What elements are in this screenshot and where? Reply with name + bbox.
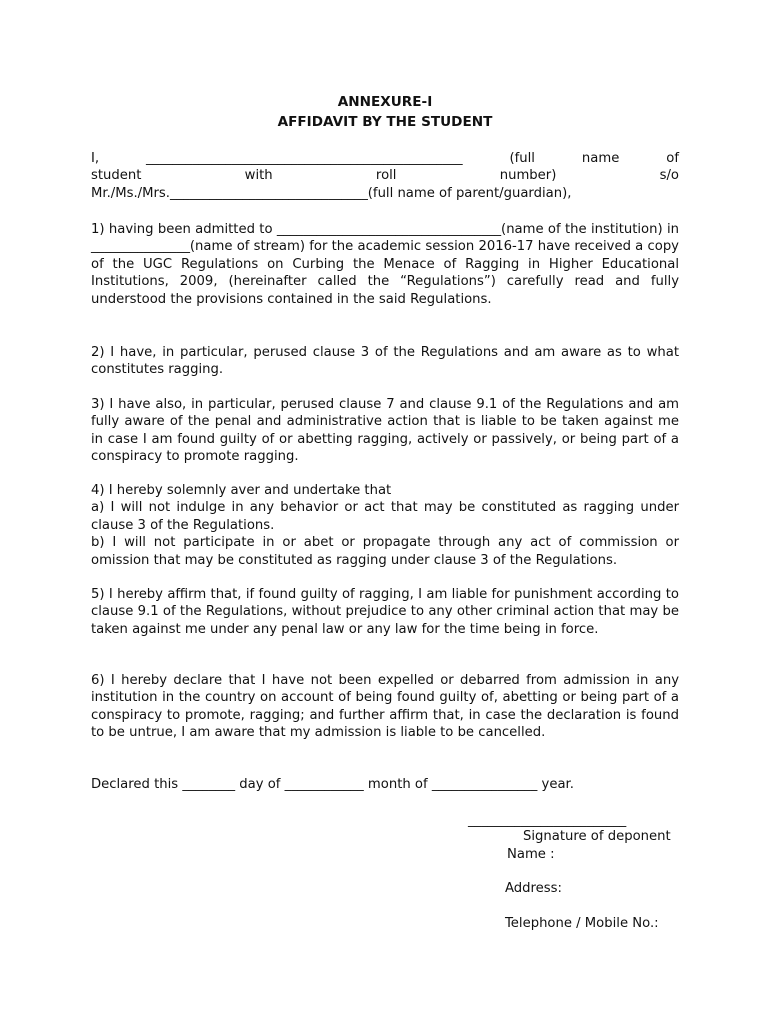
phone-field-label: Telephone / Mobile No.: <box>505 916 659 931</box>
clause-4 <box>91 482 679 569</box>
clause-1: 1) having been admitted to __________________________________(name of the institution) in _______________(name of stream) for the academic session 2016-17 have received a copy of the UGC Regulations on Curbing the Menace of Ragging in Higher Educational Institutions, 2009, (hereinafter called the “Regulations”) carefully read and fully understood the provisions contained in the said Regulations. <box>91 222 679 307</box>
clause-5: 5) I hereby affirm that, if found guilty of ragging, I am liable for punishment according to clause 9.1 of the Regulations, without prejudice to any other criminal action that may be taken against me under any penal law or any law for the time being in force. <box>91 587 679 637</box>
signature-line: ________________________ <box>468 813 627 828</box>
clause-2: 2) I have, in particular, perused clause 3 of the Regulations and am aware as to what constitutes ragging. <box>91 345 679 378</box>
clause-4b: b) I will not participate in or abet or propagate through any act of commission or omission that may be constituted as ragging under clause 3 of the Regulations. <box>91 535 679 568</box>
intro-line-1: I, ________________________________________________ (full name of <box>91 151 679 166</box>
clause-6: 6) I hereby declare that I have not been expelled or debarred from admission in any institution in the country on account of being found guilty of, abetting or being part of a conspiracy to promote, ragging; and further affirm that, in case the declaration is found to be untrue, I am aware that my admission is liable to be cancelled. <box>91 673 679 741</box>
name-field-label: Name : <box>507 847 555 862</box>
address-field-label: Address: <box>505 881 562 896</box>
clause-3: 3) I have also, in particular, perused clause 7 and clause 9.1 of the Regulations and am fully aware of the penal and administrative action that is liable to be taken against me in case I am found guilty of or abetting ragging, actively or passively, or being part of a conspiracy to promote ragging. <box>91 397 679 465</box>
clause-4a: a) I will not indulge in any behavior or act that may be constituted as ragging under clause 3 of the Regulations. <box>91 500 679 533</box>
affidavit-title: AFFIDAVIT BY THE STUDENT <box>277 114 493 130</box>
intro-line-2: student with roll number) s/o <box>91 168 679 184</box>
signature-label: Signature of deponent <box>523 829 671 844</box>
declared-line: Declared this ________ day of ____________ month of ________________ year. <box>91 777 574 792</box>
intro-paragraph <box>91 150 679 202</box>
clause-4-intro: 4) I hereby solemnly aver and undertake that <box>91 483 392 498</box>
annexure-heading: ANNEXURE-I <box>337 94 433 110</box>
intro-line-3: Mr./Ms./Mrs.______________________________(full name of parent/guardian), <box>91 185 572 201</box>
